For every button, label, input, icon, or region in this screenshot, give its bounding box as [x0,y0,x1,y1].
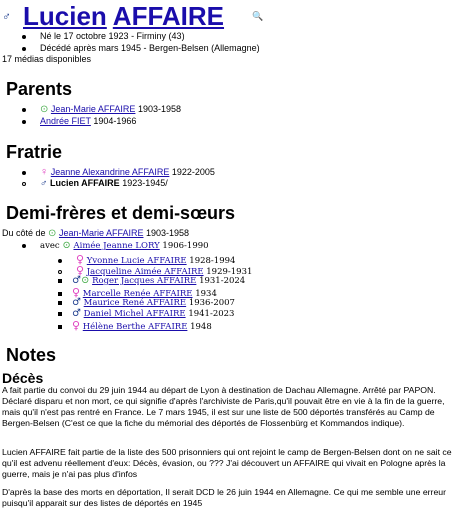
list-item [58,297,252,308]
green-circle-icon: ⊙ [62,240,71,251]
sibling-row [22,166,215,178]
male-icon: ♂ [40,178,48,189]
half-side-row [2,228,189,239]
list-item [58,275,252,286]
child-link[interactable]: Hélène Berthe AFFAIRE [82,322,188,332]
title-last-name[interactable]: AFFAIRE [112,0,225,31]
side-prefix: Du côté de [2,228,46,238]
parent-row [22,116,136,126]
female-icon: ♀ [72,319,81,332]
section-deces: Décès [2,370,44,386]
note-paragraph: D'après la base des morts en déportation, Il serait DCD le 26 juin 1944 en Allemagne. Ce qui me semble une erreur puisqu'il apparait sur des listes de déportés en 1945 [2,487,446,508]
bullet [58,259,62,263]
note-paragraph: Lucien AFFAIRE fait partie de la liste des 500 prisonniers qui ont rejoint le camp de Bergen-Belsen dont on ne sait ce qu'il est advenu réellement d'eux: Décès, évasion, ou ??? J'ai découvert un AFFAIRE qui vivait en Pologne après la guerre, mais je n'ai pas plus d'infos [2,447,452,479]
child-dates: 1936-2007 [188,298,235,308]
with-prefix: avec [40,241,60,251]
parent-dates: 1903-1958 [137,104,181,114]
sibling-row [22,178,168,189]
bullet [58,325,62,329]
bullet [58,270,62,274]
child-dates: 1928-1994 [189,256,236,266]
child-dates: 1948 [190,322,212,332]
child-link[interactable]: Daniel Michel AFFAIRE [83,309,186,319]
child-link[interactable]: Maurice René AFFAIRE [83,298,187,308]
sibling-self-name: Lucien AFFAIRE [50,178,120,188]
child-dates: 1929-1931 [206,267,253,277]
section-parents: Parents [6,79,73,99]
search-icon[interactable]: 🔍 [252,10,264,21]
green-circle-icon: ⊙ [40,104,49,115]
child-link[interactable]: Jacqueline Aimée AFFAIRE [86,267,204,277]
death-row [22,43,260,53]
female-icon: ♀ [72,286,81,299]
child-dates: 1934 [195,289,217,299]
child-link[interactable]: Marcelle Renée AFFAIRE [82,289,193,299]
page-title[interactable] [23,1,230,32]
media-count: 17 médias disponibles [2,54,92,64]
bullet [22,244,26,248]
birth-text: Né le 17 octobre 1923 - Firminy (43) [40,31,185,41]
with-dates: 1906-1990 [162,241,209,251]
parent-dates: 1904-1966 [93,116,137,126]
male-icon: ♂ [2,9,11,23]
title-first-name[interactable]: Lucien [23,0,107,31]
female-icon: ♀ [76,253,85,266]
page-title-row [2,0,263,32]
bullet [58,312,62,316]
parent-link[interactable]: Jean-Marie AFFAIRE [50,104,136,114]
bullet [22,120,26,124]
side-parent-link[interactable]: Jean-Marie AFFAIRE [58,228,144,238]
bullet [58,279,62,283]
female-icon: ♀ [76,264,85,277]
with-link[interactable]: Aimée Jeanne LORY [73,241,160,251]
list-item [58,308,252,319]
sibling-link[interactable]: Jeanne Alexandrine AFFAIRE [50,167,170,177]
male-icon: ♂ [72,297,81,308]
birth-row [22,31,185,41]
parent-link[interactable]: Andrée FIET [40,116,91,126]
child-link[interactable]: Yvonne Lucie AFFAIRE [86,256,187,266]
green-circle-icon: ⊙ [80,275,90,286]
female-icon: ♀ [40,166,49,178]
section-fratrie: Fratrie [6,142,63,162]
list-item [58,286,252,297]
parent-row [22,104,181,115]
section-half-siblings: Demi-frères et demi-sœurs [6,203,236,223]
bullet [58,292,62,296]
bullet [22,35,26,39]
list-item [58,253,252,264]
section-notes: Notes [6,345,57,365]
sibling-dates: 1922-2005 [171,167,215,177]
male-icon: ♂ [72,275,81,286]
male-icon: ♂ [72,308,81,319]
half-sibling-list [58,253,252,330]
list-item [58,319,252,330]
side-parent-dates: 1903-1958 [146,228,190,238]
death-text: Décédé après mars 1945 - Bergen-Belsen (Allemagne) [40,43,260,53]
bullet [22,171,26,175]
child-dates: 1941-2023 [188,309,235,319]
child-dates: 1931-2024 [199,276,246,286]
note-paragraph: A fait partie du convoi du 29 juin 1944 au départ de Lyon à destination de Dachau Allemagne. Arrêté par PAPON. Déclaré disparu et non mort, ce qui signifie d'après l'archiviste de Paris,qu'il pouvait être en vie à la fin de la guerre, mais qu'il n'est pas rentré en France. Le 7 mars 1945, il est sur une liste de 500 déportés transférés au Camp de Bergen-Belsen (C'est ce que la fiche du mémorial des déportés de Flossenbürg et Kommandos indique). [2,385,445,428]
bullet [22,182,26,186]
child-link[interactable]: Roger Jacques AFFAIRE [92,276,197,286]
green-circle-icon: ⊙ [48,228,57,239]
sibling-dates: 1923-1945/ [122,178,168,188]
list-item [58,264,252,275]
bullet [22,47,26,51]
with-row [22,240,209,251]
bullet [22,108,26,112]
bullet [58,301,62,305]
